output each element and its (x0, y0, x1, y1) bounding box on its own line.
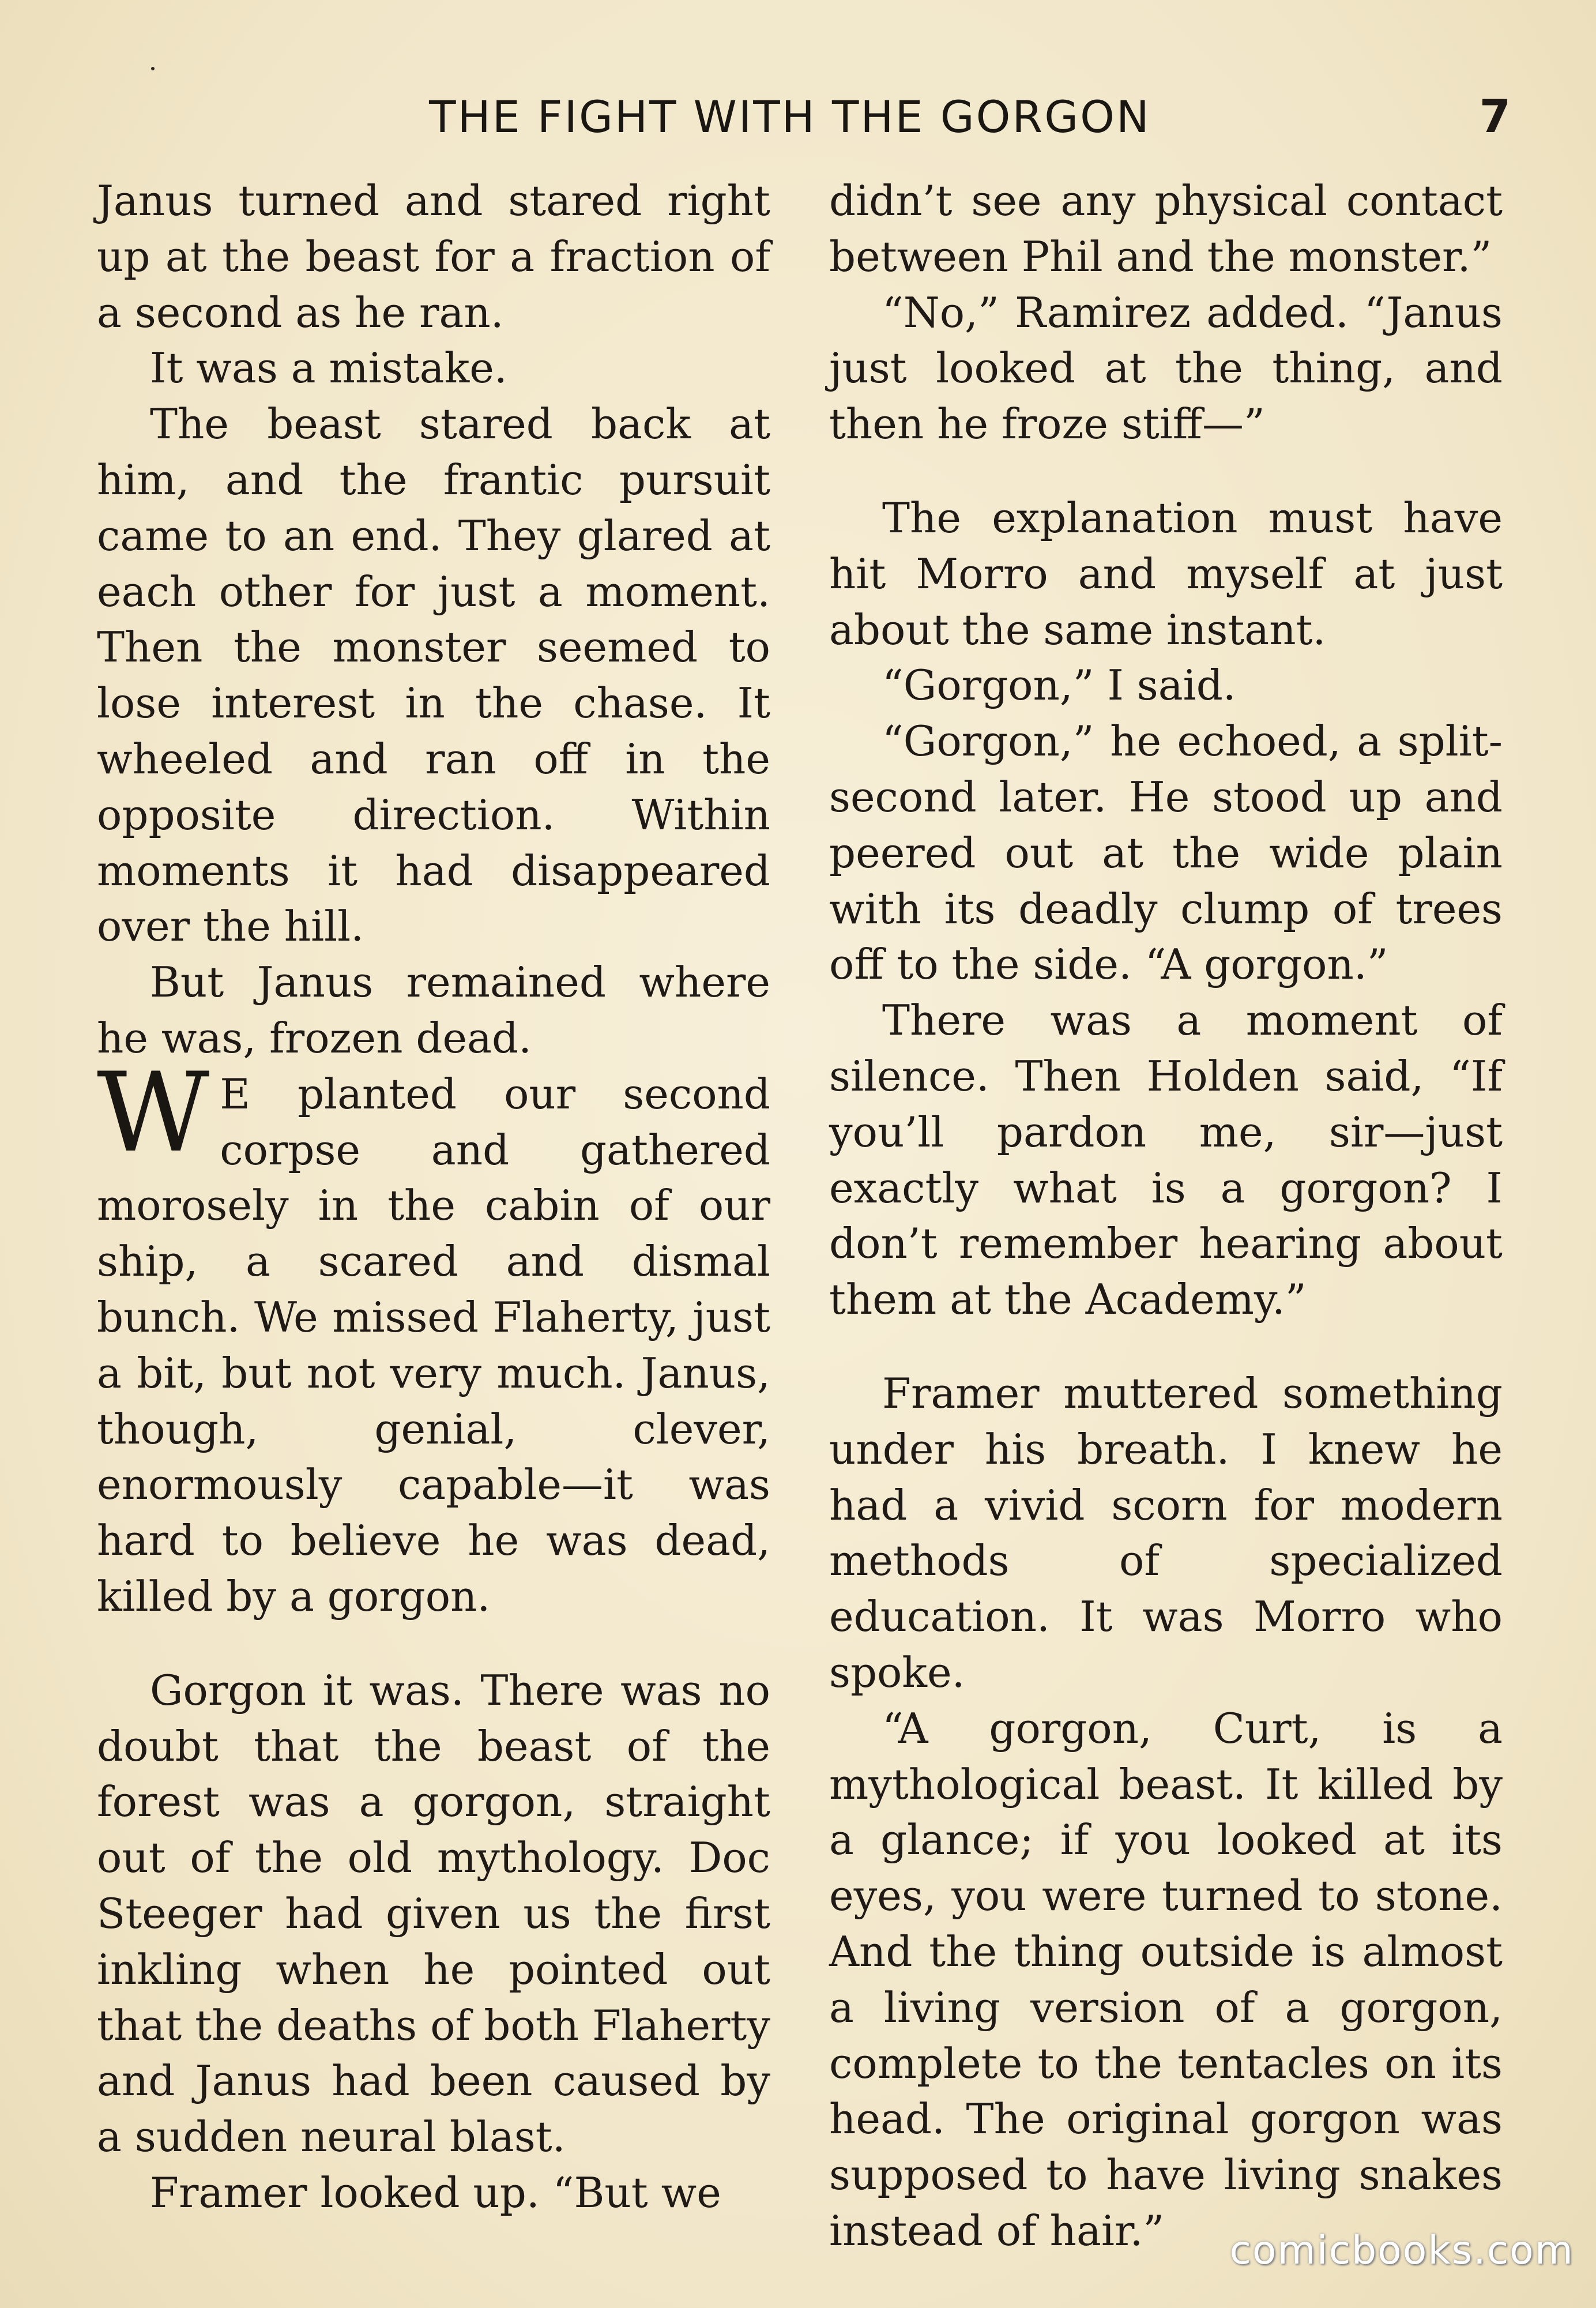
paragraph: Framer muttered something under his breath. I knew he had a vivid scorn for modern methods of specialized education. It was Morro who spoke. (829, 1369, 1503, 1697)
paragraph-text: E planted our second corpse and gathered morosely in the cabin of our ship, a scared and dismal bunch. We missed Flaherty, just a bit, but not very much. Janus, though, genial, clever, enormously capable—it was hard to believe he was dead, killed by a gorgon. (97, 1069, 770, 1621)
paragraph: There was a moment of silence. Then Holden said, “If you’ll pardon me, sir—just exactly what is a gorgon? I don’t remember hearing about them at the Academy.” (829, 996, 1503, 1324)
paragraph: didn’t see any physical contact between Phil and the monster.” (829, 176, 1503, 281)
page-header (0, 85, 1596, 149)
running-title: THE FIGHT WITH THE GORGON (429, 91, 1151, 142)
paragraph: “Gorgon,” I said. (882, 661, 1236, 710)
left-column (97, 173, 770, 2221)
page-number: 7 (1479, 91, 1511, 143)
drop-cap: W (97, 1048, 210, 1176)
paragraph: It was a mistake. (150, 344, 507, 393)
paragraph: But Janus remained where he was, frozen dead. (97, 958, 770, 1062)
paragraph: “No,” Ramirez added. “Janus just looked at the thing, and then he froze stiff—” (829, 288, 1503, 449)
ink-speck (151, 67, 155, 70)
paragraph: Gorgon it was. There was no doubt that the beast of the forest was a gorgon, straight out of the old mythology. Doc Steeger had given us the first inkling when he pointed out that the deaths of both Flaherty and Janus had been caused by a sudden neural blast. (97, 1666, 770, 2162)
paragraph: “A gorgon, Curt, is a mythological beast. It killed by a glance; if you looked at its eyes, you were turned to stone. And the thing outside is almost a living version of a gorgon, complete to the tentacles on its head. The original gorgon was supposed to have living snakes instead of hair.” (829, 1704, 1503, 2255)
paragraph: Framer looked up. “But we (150, 2168, 721, 2217)
paragraph: “Gorgon,” he echoed, a split-second later. He stood up and peered out at the wide plain with its deadly clump of trees off to the side. “A gorgon.” (829, 717, 1503, 989)
watermark: comicbooks.com (1229, 2228, 1574, 2273)
paragraph: The explanation must have hit Morro and myself at just about the same instant. (829, 493, 1503, 654)
section-opening-paragraph (97, 1048, 770, 1625)
right-column (829, 173, 1503, 2259)
paragraph: Janus turned and stared right up at the beast for a fraction of a second as he ran. (97, 176, 770, 337)
paragraph: The beast stared back at him, and the frantic pursuit came to an end. They glared at each other for just a moment. Then the monster seemed to lose interest in the chase. It wheeled and ran off in the opposite direction. Within moments it had disappeared over the hill. (97, 400, 770, 951)
